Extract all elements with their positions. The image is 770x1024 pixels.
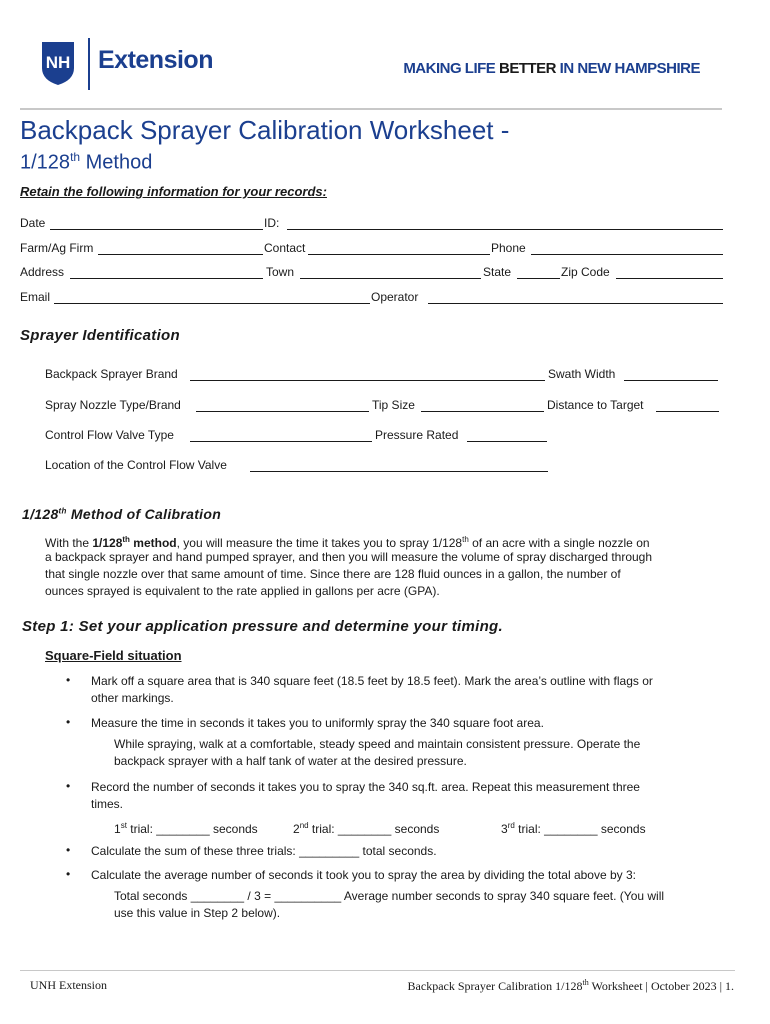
footer-left: UNH Extension (30, 978, 107, 992)
location-field[interactable] (250, 471, 548, 472)
valve-type-label: Control Flow Valve Type (45, 428, 174, 442)
page-subtitle (20, 150, 152, 175)
valve-type-field[interactable] (190, 441, 372, 442)
bullet-4: • (66, 843, 71, 857)
bullet-1: • (66, 673, 71, 687)
operator-field[interactable] (428, 303, 723, 304)
pressure-field[interactable] (467, 441, 547, 442)
trial-2-sup: nd (299, 821, 309, 830)
step1-heading: Step 1: Set your application pressure and determine your timing. (22, 618, 503, 635)
operator-label: Operator (371, 290, 419, 304)
id-label: ID: (264, 216, 280, 230)
method-heading-post: Method of Calibration (66, 506, 222, 522)
bullet-5-calc-1[interactable]: Total seconds ________ / 3 = __________ Average number seconds to spray 340 square feet. (You will (114, 889, 665, 903)
email-label: Email (20, 290, 51, 304)
email-field[interactable] (54, 303, 370, 304)
svg-text:NH: NH (45, 53, 71, 72)
method-heading-pre: 1/128 (22, 506, 59, 522)
square-field-subheading-text: Square-Field situation (45, 648, 182, 663)
trial-3-rest: trial: ________ seconds (514, 822, 646, 836)
subtitle-sup: th (70, 150, 81, 164)
method-p1-rest: , you will measure the time it takes you to spray 1/128 (176, 536, 463, 550)
method-heading (22, 506, 221, 522)
swath-field[interactable] (624, 380, 718, 381)
nozzle-field[interactable] (196, 411, 369, 412)
bullet-3-line-1: Record the number of seconds it takes you to spray the 340 sq.ft. area. Repeat this measurement three (91, 780, 640, 794)
subtitle-post: Method (80, 151, 153, 174)
method-line-4: ounces sprayed is equivalent to the rate applied in gallons per acre (GPA). (45, 584, 440, 598)
logo-divider (88, 38, 90, 90)
trial-1-sup: st (120, 821, 127, 830)
contact-field[interactable] (308, 254, 490, 255)
swath-label: Swath Width (548, 367, 616, 381)
method-p1-bold-sup: th (122, 535, 130, 544)
id-field[interactable] (287, 229, 723, 230)
unh-shield-logo (40, 40, 76, 86)
method-p1: With the (45, 536, 93, 550)
method-p1-bold-a: 1/128 (92, 536, 123, 550)
bullet-2: • (66, 715, 71, 729)
trial-1-rest: trial: ________ seconds (126, 822, 258, 836)
brand-field[interactable] (190, 380, 545, 381)
bullet-1-line-1: Mark off a square area that is 340 square feet (18.5 feet by 18.5 feet). Mark the area’s outline with flags or (91, 674, 653, 688)
logo-text: Extension (98, 46, 213, 74)
distance-field[interactable] (656, 411, 719, 412)
footer-right (408, 978, 734, 994)
header-rule (20, 108, 722, 110)
method-p1-sup: th (462, 535, 469, 544)
nozzle-label: Spray Nozzle Type/Brand (45, 398, 181, 412)
page-title: Backpack Sprayer Calibration Worksheet - (20, 115, 510, 145)
sprayer-id-heading: Sprayer Identification (20, 327, 180, 344)
method-p1-rest2: of an acre with a single nozzle on (468, 536, 650, 550)
footer-rule (20, 970, 735, 971)
tip-field[interactable] (421, 411, 544, 412)
phone-field[interactable] (531, 254, 723, 255)
footer-right-sup: th (582, 978, 589, 987)
farm-label: Farm/Ag Firm (20, 241, 94, 255)
trial-3-num: 3 (501, 822, 508, 836)
bullet-5: • (66, 867, 71, 881)
farm-field[interactable] (98, 254, 263, 255)
footer-right-pre: Backpack Sprayer Calibration 1/128 (407, 979, 583, 993)
method-p1-bold (92, 536, 176, 550)
town-field[interactable] (300, 278, 481, 279)
bullet-3-line-2: times. (91, 797, 124, 811)
trial-1-num: 1 (114, 822, 121, 836)
address-field[interactable] (70, 278, 263, 279)
bullet-4-line-1[interactable]: Calculate the sum of these three trials: _________ total seconds. (91, 844, 437, 858)
town-label: Town (266, 265, 295, 279)
zip-field[interactable] (616, 278, 723, 279)
location-label: Location of the Control Flow Valve (45, 458, 227, 472)
trial-3-sup: rd (507, 821, 515, 830)
method-p1-bold-b: method (129, 536, 177, 550)
bullet-5-line-1: Calculate the average number of seconds it took you to spray the area by dividing the total above by 3: (91, 868, 636, 882)
zip-label: Zip Code (561, 265, 610, 279)
tip-label: Tip Size (372, 398, 415, 412)
state-label: State (483, 265, 512, 279)
trial-3[interactable] (501, 817, 646, 839)
state-field[interactable] (517, 278, 560, 279)
date-field[interactable] (50, 229, 263, 230)
bullet-2-note-2: backpack sprayer with a half tank of water at the desired pressure. (114, 754, 467, 768)
date-label: Date (20, 216, 46, 230)
pressure-label: Pressure Rated (375, 428, 459, 442)
trial-2-rest: trial: ________ seconds (308, 822, 440, 836)
retain-note: Retain the following information for your records: (20, 184, 327, 199)
footer-right-post: Worksheet | October 2023 | 1. (588, 979, 734, 993)
distance-label: Distance to Target (547, 398, 644, 412)
trial-1[interactable] (114, 817, 258, 839)
trial-2-num: 2 (293, 822, 300, 836)
bullet-3: • (66, 779, 71, 793)
tagline-part-b: BETTER (498, 60, 556, 77)
method-heading-sup: th (58, 506, 67, 516)
tagline-part-c: IN NEW HAMPSHIRE (555, 60, 700, 77)
square-field-subheading (45, 647, 182, 665)
address-label: Address (20, 265, 65, 279)
bullet-5-calc-2: use this value in Step 2 below). (114, 906, 281, 920)
bullet-1-line-2: other markings. (91, 691, 174, 705)
tagline (403, 60, 700, 77)
contact-label: Contact (264, 241, 306, 255)
subtitle-pre: 1/128 (20, 151, 71, 174)
method-line-2: a backpack sprayer and hand pumped sprayer, and then you will measure the volume of spray discharged through (45, 550, 653, 564)
tagline-part-a: MAKING LIFE (403, 60, 499, 77)
trial-2[interactable] (293, 817, 439, 839)
bullet-2-line-1: Measure the time in seconds it takes you to uniformly spray the 340 square foot area. (91, 716, 544, 730)
bullet-2-note-1: While spraying, walk at a comfortable, steady speed and maintain consistent pressure. Operate the (114, 737, 641, 751)
brand-label: Backpack Sprayer Brand (45, 367, 178, 381)
phone-label: Phone (491, 241, 526, 255)
method-line-3: that single nozzle over that same amount of time. Since there are 128 fluid ounces in a gallon, the number of (45, 567, 621, 581)
